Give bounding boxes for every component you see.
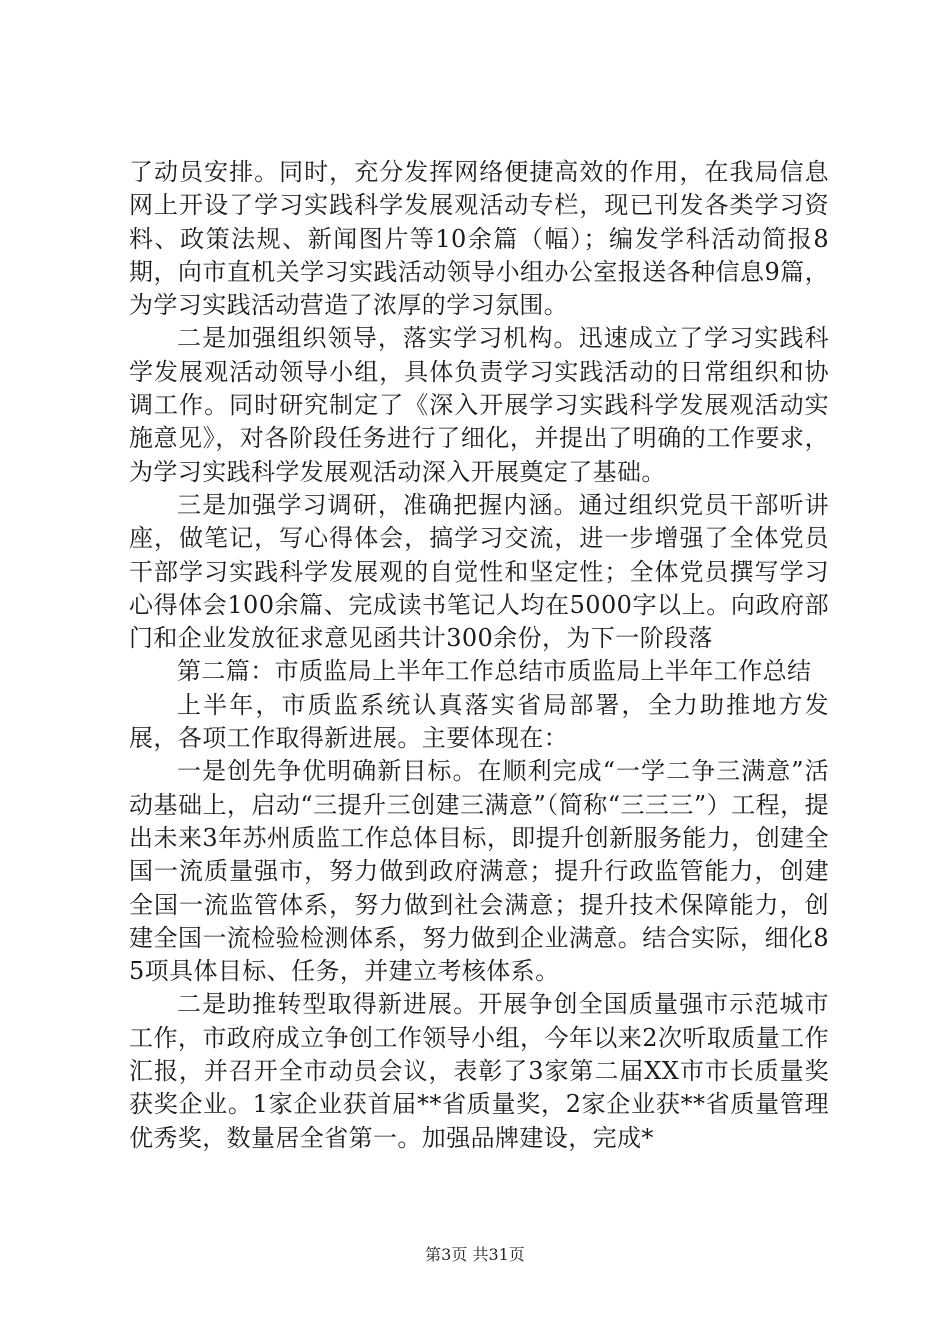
- paragraph-3: 三是加强学习调研，准确把握内涵。通过组织党员干部听讲座，做笔记，写心得体会，搞学习交流，进一步增强了全体党员干部学习实践科学发展观的自觉性和坚定性；全体党员撰写学习心得体会100余篇、完成读书笔记人均在5000字以上。向政府部门和企业发放征求意见函共计300余份，为下一阶段落: [129, 490, 829, 653]
- paragraph-7: 二是助推转型取得新进展。开展争创全国质量强市示范城市工作，市政府成立争创工作领导小组，今年以来2次听取质量工作汇报，并召开全市动员会议，表彰了3家第二届XX市市长质量奖获奖企业。1家企业获首届**省质量奖，2家企业获**省质量管理优秀奖，数量居全省第一。加强品牌建设，完成*: [129, 990, 829, 1152]
- paragraph-6: 一是创先争优明确新目标。在顺利完成“一学二争三满意”活动基础上，启动“三提升三创建三满意”（简称“三三三”）工程，提出未来3年苏州质监工作总体目标，即提升创新服务能力，创建全国一流质量强市，努力做到政府满意；提升行政监管能力，创建全国一流监管体系，努力做到社会满意；提升技术保障能力，创建全国一流检验检测体系，努力做到企业满意。结合实际，细化85项具体目标、任务，并建立考核体系。: [129, 757, 829, 986]
- paragraph-5: 上半年，市质监系统认真落实省局部署，全力助推地方发展，各项工作取得新进展。主要体现在：: [129, 690, 829, 753]
- document-body: [129, 156, 829, 1155]
- section-heading: 第二篇：市质监局上半年工作总结市质监局上半年工作总结: [177, 657, 812, 686]
- paragraph-1: 了动员安排。同时，充分发挥网络便捷高效的作用，在我局信息网上开设了学习实践科学发展观活动专栏，现已刊发各类学习资料、政策法规、新闻图片等10余篇（幅）；编发学科活动简报8期，向市直机关学习实践活动领导小组办公室报送各种信息9篇，为学习实践活动营造了浓厚的学习氛围。: [129, 158, 829, 320]
- paragraph-2: 二是加强组织领导，落实学习机构。迅速成立了学习实践科学发展观活动领导小组，具体负责学习实践活动的日常组织和协调工作。同时研究制定了《深入开展学习实践科学发展观活动实施意见》，对各阶段任务进行了细化，并提出了明确的工作要求，为学习实践科学发展观活动深入开展奠定了基础。: [129, 324, 829, 486]
- page-number-footer: 第3页 共31页: [425, 1245, 525, 1264]
